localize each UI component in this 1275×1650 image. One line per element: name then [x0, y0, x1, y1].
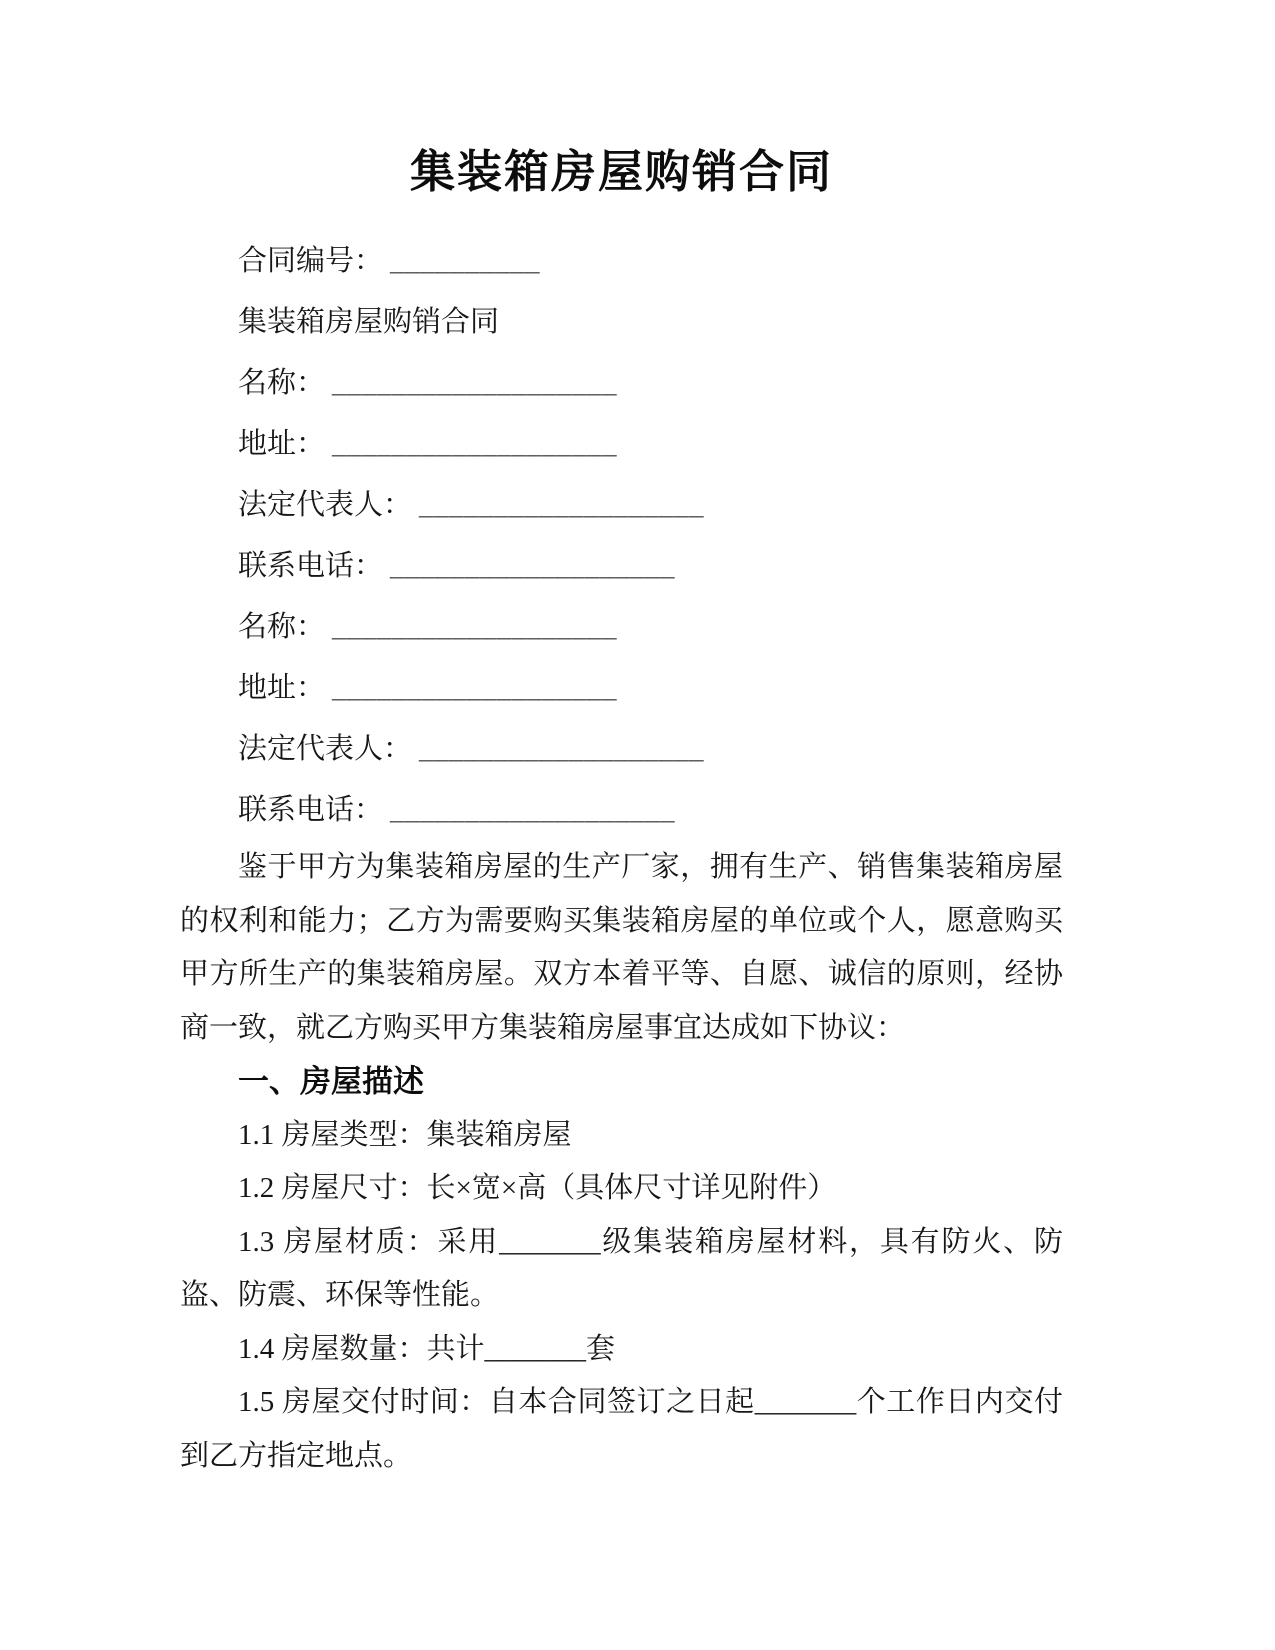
fill-in-blank: ___________________	[332, 367, 618, 399]
clause-1-4: 1.4 房屋数量：共计_______套	[238, 1332, 616, 1365]
contract-header-info	[180, 231, 1063, 841]
page-title: 集装箱房屋购销合同	[409, 147, 833, 197]
clause-1-1: 1.1 房屋类型：集装箱房屋	[238, 1118, 572, 1151]
clause-1-5: 1.5 房屋交付时间：自本合同签订之日起_______个工作日内交付到乙方指定地点。	[180, 1386, 1063, 1472]
info-label: 联系电话：	[238, 794, 384, 826]
info-line-contract-number	[180, 231, 1063, 292]
info-line-subtitle	[180, 292, 1063, 353]
section1-heading: 一、房屋描述	[238, 1064, 424, 1099]
fill-in-blank: ___________________	[332, 611, 618, 643]
info-label: 名称：	[238, 611, 326, 643]
fill-in-blank: ___________________	[419, 733, 705, 765]
fill-in-blank: ___________________	[419, 489, 705, 521]
info-line-party-a-phone	[180, 536, 1063, 597]
info-label: 集装箱房屋购销合同	[238, 306, 500, 338]
fill-in-blank: ___________________	[390, 550, 676, 582]
info-line-party-b-representative	[180, 719, 1063, 780]
fill-in-blank: ___________________	[390, 794, 676, 826]
info-line-party-b-name	[180, 597, 1063, 658]
fill-in-blank: __________	[390, 245, 541, 277]
info-line-party-a-name	[180, 353, 1063, 414]
info-line-party-a-representative	[180, 475, 1063, 536]
info-label: 法定代表人：	[238, 733, 413, 765]
clause-1-2: 1.2 房屋尺寸：长×宽×高（具体尺寸详见附件）	[238, 1172, 837, 1204]
fill-in-blank: ___________________	[332, 672, 618, 704]
info-label: 地址：	[238, 672, 326, 704]
info-label: 法定代表人：	[238, 489, 413, 521]
preamble-paragraph: 鉴于甲方为集装箱房屋的生产厂家，拥有生产、销售集装箱房屋的权利和能力；乙方为需要购买集装箱房屋的单位或个人，愿意购买甲方所生产的集装箱房屋。双方本着平等、自愿、诚信的原则，经协商一致，就乙方购买甲方集装箱房屋事宜达成如下协议：	[180, 851, 1063, 1044]
clause-1-3: 1.3 房屋材质：采用_______级集装箱房屋材料，具有防火、防盗、防震、环保等性能。	[180, 1225, 1063, 1311]
info-label: 名称：	[238, 367, 326, 399]
info-label: 地址：	[238, 428, 326, 460]
info-line-party-b-address	[180, 658, 1063, 719]
info-label: 联系电话：	[238, 550, 384, 582]
info-label: 合同编号：	[238, 245, 384, 277]
info-line-party-a-address	[180, 414, 1063, 475]
fill-in-blank: ___________________	[332, 428, 618, 460]
info-line-party-b-phone	[180, 780, 1063, 841]
